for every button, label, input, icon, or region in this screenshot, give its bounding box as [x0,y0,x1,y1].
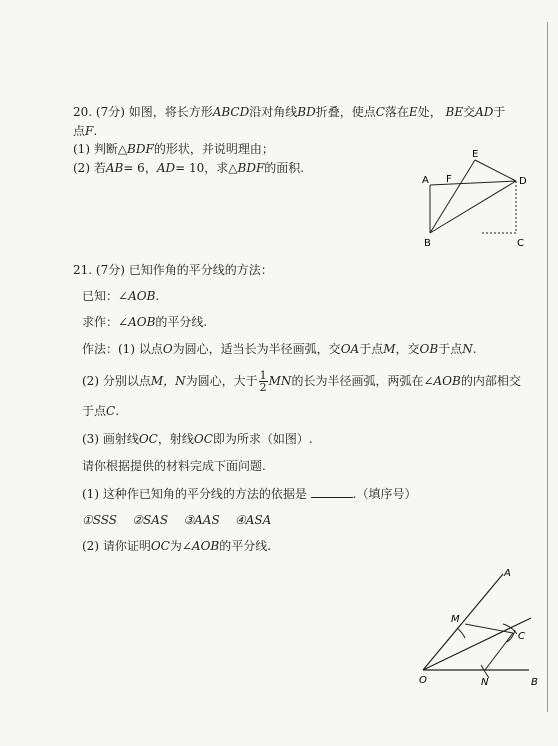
q20-figure [420,145,540,255]
fraction-one-half: $\frac{1}{2}$ [259,369,267,394]
q21-ask: 请你根据提供的材料完成下面问题. [82,459,266,473]
q21-label-c: C [518,631,525,642]
q20-label-a: A [422,175,429,186]
q21-known: 已知：∠AOB. [82,289,160,303]
q20-part-1: (1) 判断△BDF的形状，并说明理由； [73,142,274,156]
q20-label-b: B [424,238,431,249]
q21-method-2-cont: 于点C. [82,404,120,418]
q21-label-o: O [419,675,427,686]
q21-label-a: A [504,568,511,579]
q20-line-2: 点F. [73,124,98,138]
q20-line-1: 20. (7分) 如图，将长方形ABCD沿对角线BD折叠，使点C落在E处， BE交AD于 [73,105,506,119]
q20-label-f: F [446,174,452,185]
q21-subq-1: (1) 这种作已知角的平分线的方法的依据是 .（填序号） [82,487,417,501]
q21-subq-2: (2) 请你证明OC为∠AOB的平分线. [82,539,272,553]
q21-method-2: (2) 分别以点M，N为圆心，大于 $\frac{1}{2}$ MN的长为半径画弧，两弧在∠AOB的内部相交 [82,369,521,394]
q21-label-m: M [451,614,460,625]
q21-method-1: 作法：(1) 以点O为圆心，适当长为半径画弧，交OA于点M，交OB于点N. [82,342,477,356]
page-margin-line [547,22,548,712]
q21-label-b: B [531,677,538,688]
q20-label-e: E [472,149,479,160]
q21-intro: 21. (7分) 已知作角的平分线的方法： [73,263,273,277]
q21-required: 求作：∠AOB的平分线. [82,315,208,329]
q21-options: ①SSS ②SAS ③AAS ④ASA [82,513,272,527]
q20-part-2: (2) 若AB= 6，AD= 10，求△BDF的面积. [73,161,305,175]
q20-label-d: D [519,176,527,187]
q20-label-c: C [517,238,524,249]
q21-label-n: N [481,677,489,688]
q21-method-3: (3) 画射线OC，射线OC即为所求（如图）. [82,432,313,446]
q21-figure [405,562,545,692]
answer-blank[interactable] [311,487,353,498]
